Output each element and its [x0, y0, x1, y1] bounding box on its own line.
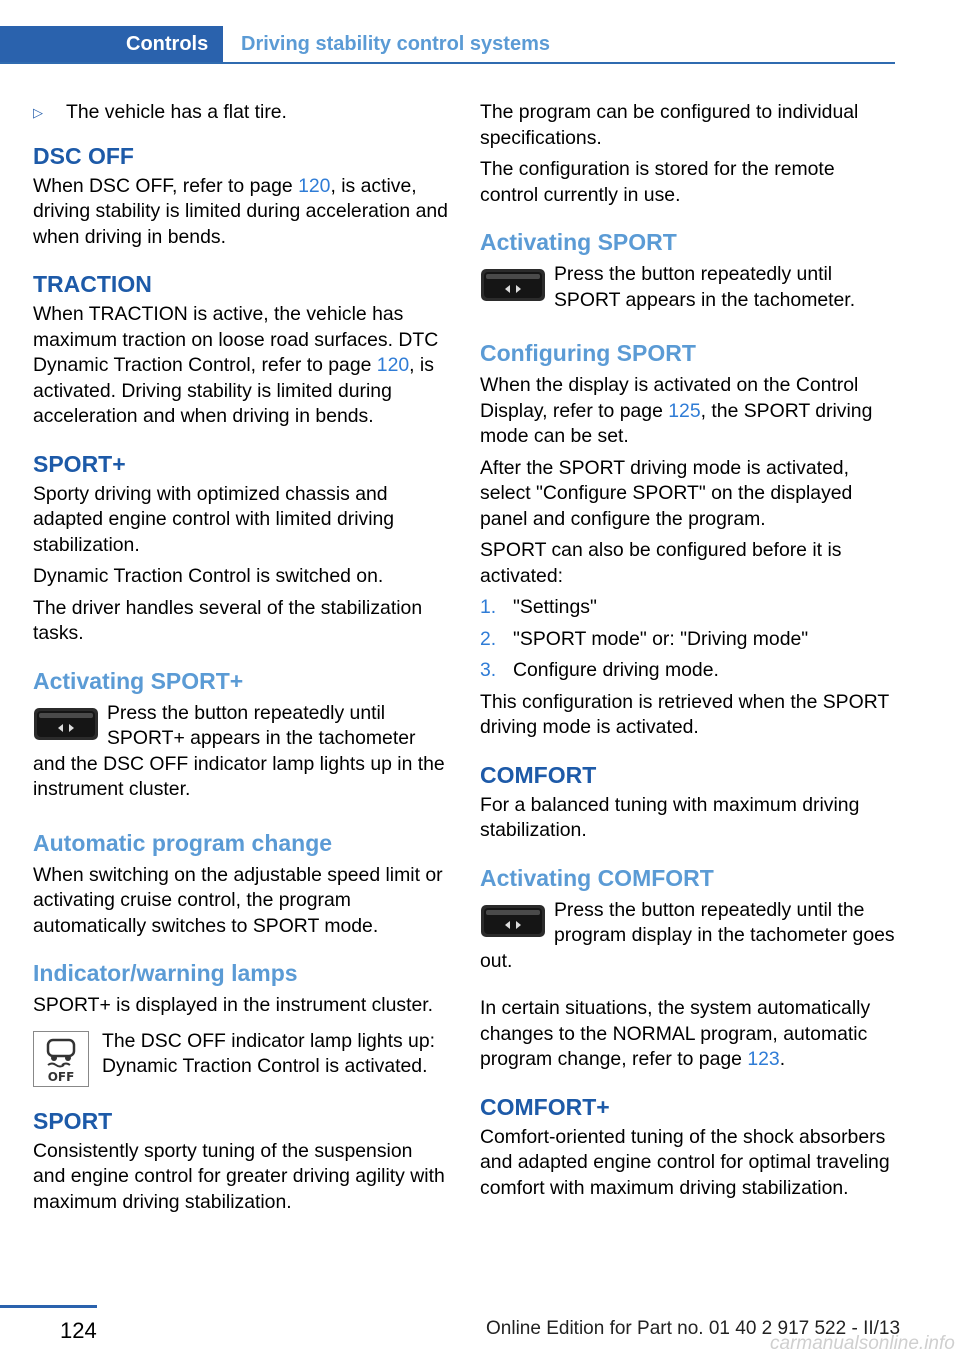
activating-comfort-section: [480, 864, 897, 1073]
activating-sport-plus-section: [33, 667, 449, 809]
sport-plus-section: [33, 450, 449, 647]
page-header: [0, 26, 895, 64]
traction-section: [33, 270, 449, 430]
comfort-plus-text: Comfort-oriented tuning of the shock absorbers and adapted engine control for optimal traveling comfort with maximum driving stabilization.: [480, 1125, 890, 1199]
dsc-off-heading: DSC OFF: [33, 142, 134, 169]
dsc-off-section: [33, 142, 449, 251]
left-column: [33, 100, 449, 1235]
activating-sport-section: [480, 228, 897, 319]
sport-section: [33, 1107, 449, 1216]
comfort-section: [480, 761, 897, 844]
edition-note: Online Edition for Part no. 01 40 2 917 522 - II/13: [486, 1318, 901, 1339]
lamps-heading: Indicator/warning lamps: [33, 960, 298, 986]
activating-sport-text: Press the button repeatedly until SPORT appears in the tachometer.: [554, 263, 856, 311]
lamps-section: [33, 959, 449, 1087]
lamps-p2: The DSC OFF indicator lamp lights up: Dynamic Traction Control is activated.: [102, 1029, 435, 1077]
dsc-off-lamp-icon: [33, 1031, 89, 1087]
driving-mode-button-icon: [480, 900, 554, 942]
page-link-120[interactable]: 120: [376, 354, 410, 376]
config-p1: The program can be configured to individual specifications.: [480, 101, 859, 149]
auto-change-heading: Automatic program change: [33, 829, 333, 856]
triangle-bullet-icon: ▷: [33, 105, 43, 120]
config-p2: The configuration is stored for the remote control currently in use.: [480, 158, 835, 206]
watermark: carmanualsonline.info: [770, 1333, 955, 1354]
sport-heading: SPORT: [33, 1107, 113, 1134]
activating-sport-plus-text: Press the button repeatedly until SPORT+ appears in the tachometer and the DSC OFF indicator lamp lights up in the instrument cluster.: [33, 701, 445, 800]
configuring-sport-p4: This configuration is retrieved when the SPORT driving mode is activated.: [480, 690, 889, 738]
activating-sport-heading: Activating SPORT: [480, 229, 677, 255]
activating-sport-plus-heading: Activating SPORT+: [33, 667, 244, 694]
configuring-sport-p1: When the display is activated on the Control Display, refer to page 125, the SPORT driving mode can be set.: [480, 374, 873, 447]
configuring-sport-p3: SPORT can also be configured before it is activated:: [480, 539, 842, 587]
sport-text: Consistently sporty tuning of the suspension and engine control for greater driving agility with maximum driving stabilization.: [33, 1139, 445, 1213]
activating-comfort-heading: Activating COMFORT: [480, 864, 714, 891]
comfort-plus-section: [480, 1093, 897, 1202]
sport-plus-p1: Sporty driving with optimized chassis and adapted engine control with limited driving stabilization.: [33, 482, 395, 556]
configure-steps-list: [480, 595, 897, 684]
svg-text:OFF: OFF: [47, 1069, 75, 1084]
comfort-plus-heading: COMFORT+: [480, 1093, 610, 1120]
driving-mode-button-icon: [33, 703, 107, 745]
configuring-sport-section: [480, 339, 897, 741]
right-column: [480, 100, 897, 1221]
list-item: 1. "Settings": [480, 596, 597, 618]
page-number: 124: [60, 1318, 97, 1343]
auto-change-text: When switching on the adjustable speed limit or activating cruise control, the program automatically switches to SPORT mode.: [33, 863, 443, 937]
traction-heading: TRACTION: [33, 271, 152, 297]
list-item: 2. "SPORT mode" or: "Driving mode": [480, 627, 809, 650]
lamps-p1: SPORT+ is displayed in the instrument cluster.: [33, 994, 434, 1016]
configuring-sport-p2: After the SPORT driving mode is activated, select "Configure SPORT" on the displayed panel and configure the program.: [480, 456, 853, 530]
header-topic-title: Driving stability control systems: [241, 33, 550, 55]
sport-plus-p3: The driver handles several of the stabilization tasks.: [33, 596, 423, 644]
sport-plus-heading: SPORT+: [33, 450, 126, 477]
driving-mode-button-icon: [480, 264, 554, 306]
auto-change-section: [33, 829, 449, 940]
page-link-123[interactable]: 123: [747, 1048, 780, 1070]
list-item: 3. Configure driving mode.: [480, 659, 719, 681]
header-section-title: Controls: [126, 33, 209, 55]
dsc-off-text: When DSC OFF, refer to page 120, is active, driving stability is limited during acceleration and when driving in bends.: [33, 174, 448, 248]
comfort-text: For a balanced tuning with maximum driving stabilization.: [480, 793, 860, 841]
page-link-120[interactable]: 120: [298, 174, 331, 197]
activating-comfort-p2: In certain situations, the system automatically changes to the NORMAL program, automatic program change, refer to page 123.: [480, 997, 871, 1070]
footer-rule: [0, 1305, 97, 1308]
page-link-125[interactable]: 125: [668, 399, 701, 422]
sport-plus-p2: Dynamic Traction Control is switched on.: [33, 565, 384, 587]
flat-tire-bullet: [33, 100, 449, 126]
traction-text: When TRACTION is active, the vehicle has maximum traction on loose road surfaces. DTC Dynamic Traction Control, refer to page 120, is activated. Driving stability is limited during acceleration and when driving in bends.: [33, 303, 439, 427]
configuring-sport-heading: Configuring SPORT: [480, 340, 696, 366]
bullet-text: The vehicle has a flat tire.: [66, 101, 287, 123]
comfort-heading: COMFORT: [480, 761, 597, 788]
activating-comfort-text: Press the button repeatedly until the program display in the tachometer goes out.: [480, 898, 895, 972]
